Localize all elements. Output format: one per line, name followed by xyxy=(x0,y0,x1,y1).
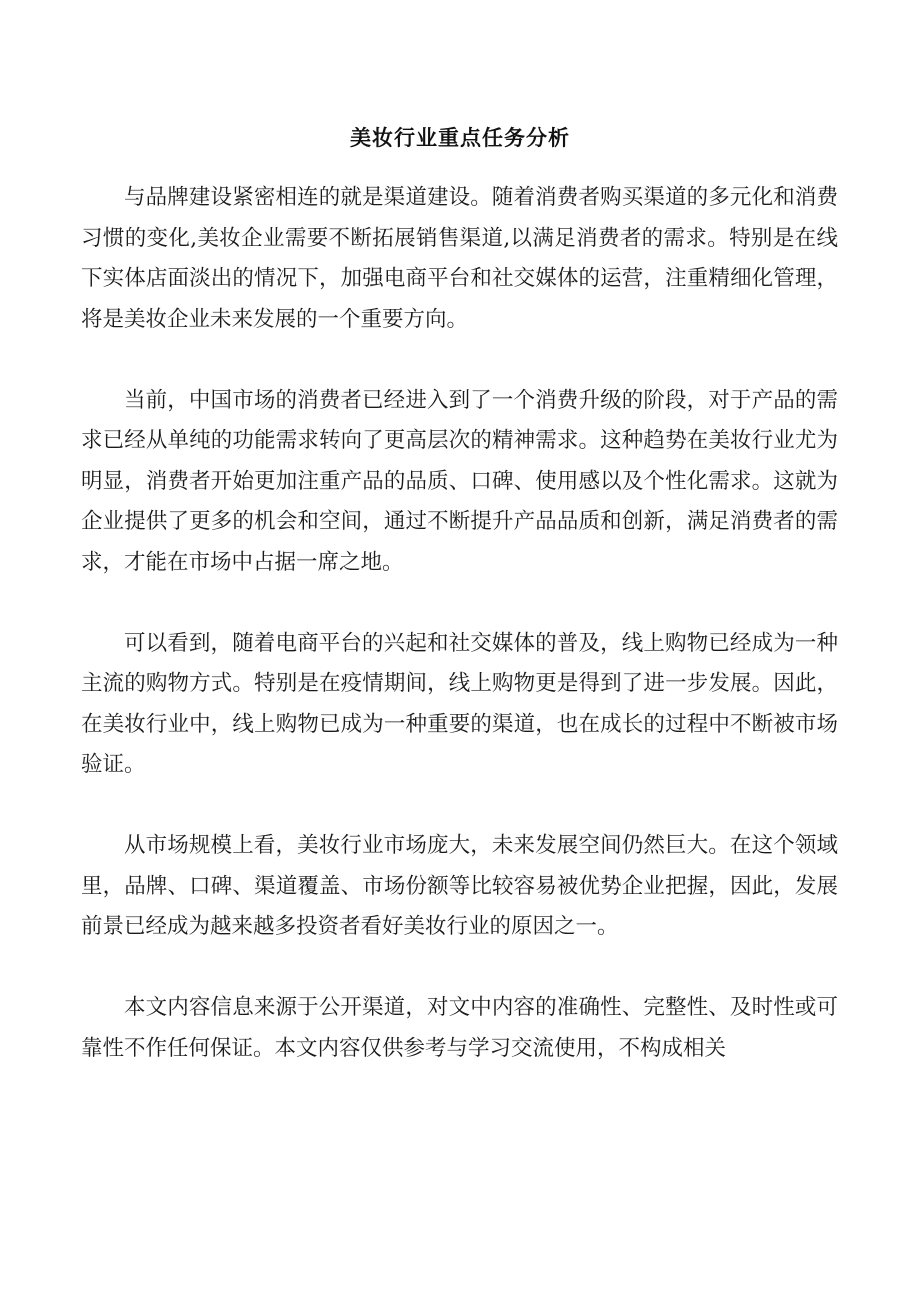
paragraph-disclaimer: 本文内容信息来源于公开渠道，对文中内容的准确性、完整性、及时性或可靠性不作任何保证。本文内容仅供参考与学习交流使用，不构成相关 xyxy=(81,995,838,1061)
paragraph-online-shopping: 可以看到，随着电商平台的兴起和社交媒体的普及，线上购物已经成为一种主流的购物方式。特别是在疫情期间，线上购物更是得到了进一步发展。因此，在美妆行业中，线上购物已成为一种重要的渠道，也在成长的过程中不断被市场验证。 xyxy=(81,630,838,777)
document-title: 美妆行业重点任务分析 xyxy=(350,126,570,150)
document-body xyxy=(81,178,838,1069)
paragraph-market-scale: 从市场规模上看，美妆行业市场庞大，未来发展空间仍然巨大。在这个领域里，品牌、口碑、渠道覆盖、市场份额等比较容易被优势企业把握，因此，发展前景已经成为越来越多投资者看好美妆行业的原因之一。 xyxy=(81,833,838,939)
paragraph-consumption-upgrade: 当前，中国市场的消费者已经进入到了一个消费升级的阶段，对于产品的需求已经从单纯的功能需求转向了更高层次的精神需求。这种趋势在美妆行业尤为明显，消费者开始更加注重产品的品质、口碑、使用感以及个性化需求。这就为企业提供了更多的机会和空间，通过不断提升产品品质和创新，满足消费者的需求，才能在市场中占据一席之地。 xyxy=(81,387,838,575)
paragraph-channel-building: 与品牌建设紧密相连的就是渠道建设。随着消费者购买渠道的多元化和消费习惯的变化,美妆企业需要不断拓展销售渠道,以满足消费者的需求。特别是在线下实体店面淡出的情况下，加强电商平台和社交媒体的运营，注重精细化管理，将是美妆企业未来发展的一个重要方向。 xyxy=(81,185,838,332)
